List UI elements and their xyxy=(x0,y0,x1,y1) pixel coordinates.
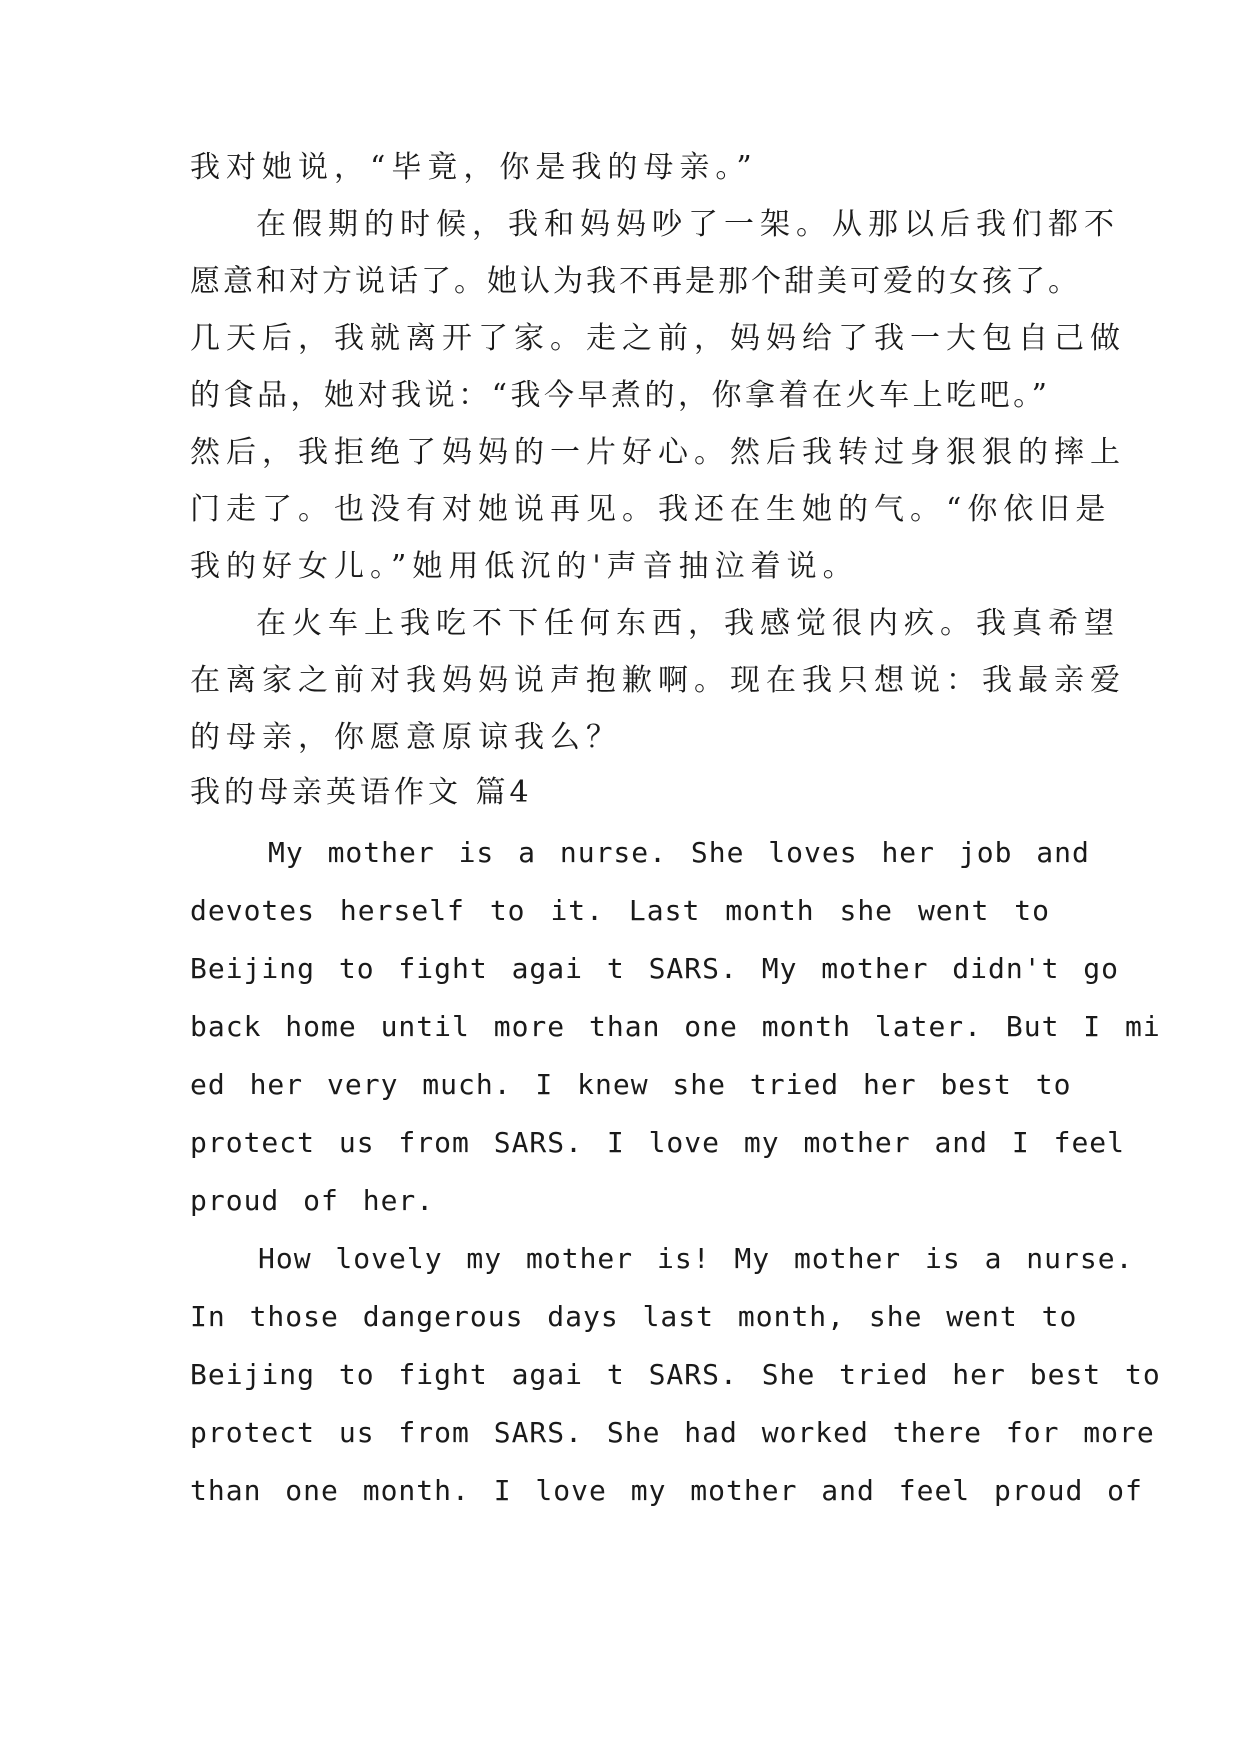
paragraph-line: In those dangerous days last month, she went to xyxy=(190,1300,1078,1333)
paragraph-line: 愿意和对方说话了。她认为我不再是那个甜美可爱的女孩了。 xyxy=(190,264,1081,299)
paragraph-line: 我的好女儿。”她用低沉的'声音抽泣着说。 xyxy=(190,549,859,584)
paragraph-line: 几天后，我就离开了家。走之前，妈妈给了我一大包自己做 xyxy=(190,321,1126,356)
paragraph-line: protect us from SARS. I love my mother and I feel xyxy=(190,1126,1126,1159)
paragraph-line: than one month. I love my mother and feel proud of xyxy=(190,1474,1143,1507)
paragraph-line: 然后，我拒绝了妈妈的一片好心。然后我转过身狠狠的摔上 xyxy=(190,435,1126,470)
paragraph-line: 的母亲，你愿意原谅我么？ xyxy=(190,720,622,755)
paragraph-line: How lovely my mother is! My mother is a nurse. xyxy=(258,1242,1134,1275)
paragraph-line: 在离家之前对我妈妈说声抱歉啊。现在我只想说：我最亲爱 xyxy=(190,663,1126,698)
paragraph-line: protect us from SARS. She had worked there for more xyxy=(190,1416,1155,1449)
paragraph-line: 在火车上我吃不下任何东西，我感觉很内疚。我真希望 xyxy=(256,606,1120,641)
paragraph-line: proud of her. xyxy=(190,1184,435,1217)
section-heading: 我的母亲英语作文 篇4 xyxy=(190,775,533,810)
paragraph-line: back home until more than one month later. But I mi xyxy=(190,1010,1161,1043)
paragraph-line: devotes herself to it. Last month she went to xyxy=(190,894,1050,927)
paragraph-line: 门走了。也没有对她说再见。我还在生她的气。“你依旧是 xyxy=(190,492,1112,527)
paragraph-line: 的食品，她对我说：“我今早煮的，你拿着在火车上吃吧。” xyxy=(190,378,1050,413)
paragraph-line: Beijing to fight agai t SARS. My mother didn't go xyxy=(190,952,1120,985)
paragraph-line: 我对她说，“毕竟，你是我的母亲。” xyxy=(190,150,758,185)
paragraph-line: My mother is a nurse. She loves her job and xyxy=(268,836,1090,869)
paragraph-line: Beijing to fight agai t SARS. She tried her best to xyxy=(190,1358,1161,1391)
paragraph-line: 在假期的时候，我和妈妈吵了一架。从那以后我们都不 xyxy=(256,207,1120,242)
paragraph-line: ed her very much. I knew she tried her best to xyxy=(190,1068,1072,1101)
